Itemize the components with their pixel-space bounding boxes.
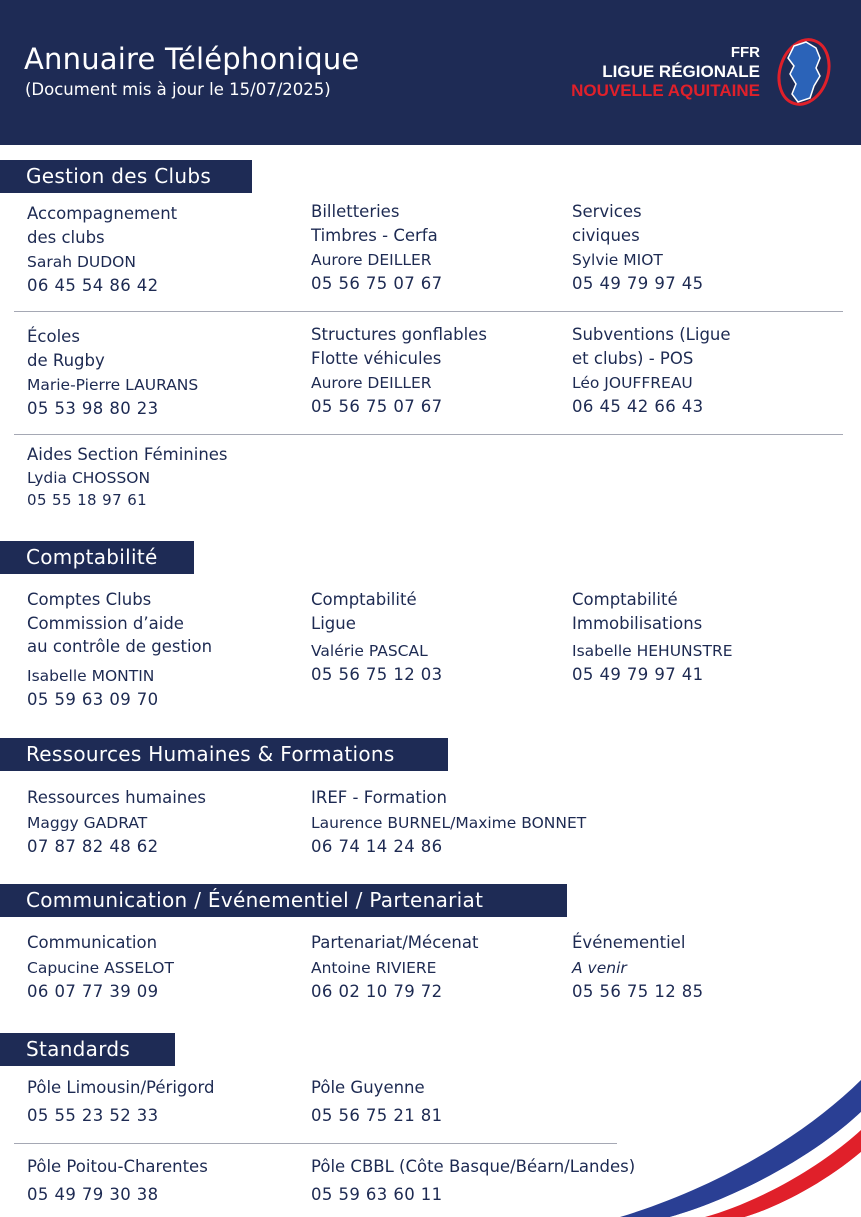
contact-name: Isabelle HEHUNSTRE bbox=[572, 642, 733, 660]
section-heading-rh: Ressources Humaines & Formations bbox=[0, 738, 448, 771]
contact-iref bbox=[311, 786, 586, 858]
contact-name: Laurence BURNEL/Maxime BONNET bbox=[311, 813, 587, 832]
contact-phone[interactable]: 05 56 75 07 67 bbox=[311, 274, 443, 293]
contact-role: Flotte véhicules bbox=[311, 348, 442, 368]
contact-name: Isabelle MONTIN bbox=[27, 666, 155, 685]
contact-phone[interactable]: 05 59 63 09 70 bbox=[27, 689, 159, 709]
contact-phone[interactable]: 06 02 10 79 72 bbox=[311, 981, 443, 1001]
contact-phone[interactable]: 07 87 82 48 62 bbox=[27, 836, 159, 856]
contact-name: Sylvie MIOT bbox=[572, 251, 663, 269]
row-divider bbox=[14, 311, 843, 312]
contact-role: Événementiel bbox=[572, 933, 686, 952]
contact-role: Pôle CBBL (Côte Basque/Béarn/Landes) bbox=[311, 1157, 636, 1176]
page-header bbox=[0, 0, 861, 145]
tricolor-swoosh-icon bbox=[560, 1060, 861, 1217]
contact-role: Ressources humaines bbox=[27, 788, 206, 807]
page-subtitle: (Document mis à jour le 15/07/2025) bbox=[25, 80, 331, 99]
contact-role: Comptabilité bbox=[311, 590, 417, 609]
contact-name: Capucine ASSELOT bbox=[27, 958, 174, 977]
contact-name: Léo JOUFFREAU bbox=[572, 374, 693, 392]
contact-role: Partenariat/Mécenat bbox=[311, 933, 479, 952]
contact-ressources-humaines bbox=[27, 786, 206, 858]
contact-name: Marie-Pierre LAURANS bbox=[27, 376, 199, 394]
contact-pole-poitou bbox=[27, 1155, 208, 1206]
contact-phone[interactable]: 05 59 63 60 11 bbox=[311, 1184, 443, 1204]
contact-comptes-clubs bbox=[27, 588, 212, 711]
contact-role: Pôle Poitou-Charentes bbox=[27, 1157, 208, 1176]
contact-role: IREF - Formation bbox=[311, 788, 447, 807]
contact-phone[interactable]: 05 56 75 21 81 bbox=[311, 1105, 443, 1125]
contact-name: A venir bbox=[572, 958, 627, 977]
contact-phone[interactable]: 05 53 98 80 23 bbox=[27, 399, 159, 418]
contact-role: Comptes Clubs bbox=[27, 590, 152, 609]
contact-evenementiel bbox=[572, 931, 704, 1003]
contact-ecoles bbox=[27, 325, 198, 420]
contact-role: Pôle Guyenne bbox=[311, 1078, 425, 1097]
contact-phone[interactable]: 05 56 75 12 85 bbox=[572, 981, 704, 1001]
contact-role: Commission d’aide bbox=[27, 613, 184, 633]
contact-role: Immobilisations bbox=[572, 613, 703, 633]
logo-line-ligue: LIGUE RÉGIONALE bbox=[602, 62, 760, 81]
contact-name: Lydia CHOSSON bbox=[27, 468, 151, 487]
contact-phone[interactable]: 05 56 75 07 67 bbox=[311, 397, 443, 416]
contact-phone[interactable]: 05 56 75 12 03 bbox=[311, 665, 443, 684]
contact-partenariat bbox=[311, 931, 478, 1003]
contact-services-civiques bbox=[572, 200, 704, 295]
contact-accompagnement bbox=[27, 202, 177, 297]
contact-phone[interactable]: 05 55 18 97 61 bbox=[27, 490, 148, 509]
contact-name: Maggy GADRAT bbox=[27, 813, 148, 832]
contact-structures bbox=[311, 323, 487, 418]
contact-name: Antoine RIVIERE bbox=[311, 958, 437, 977]
contact-communication bbox=[27, 931, 174, 1003]
contact-phone[interactable]: 06 74 14 24 86 bbox=[311, 836, 443, 856]
contact-phone[interactable]: 06 45 54 86 42 bbox=[27, 276, 159, 295]
league-logo-text bbox=[571, 43, 760, 100]
contact-role: Écoles bbox=[27, 327, 80, 346]
contact-name: Valérie PASCAL bbox=[311, 642, 428, 660]
contact-role: au contrôle de gestion bbox=[27, 637, 213, 656]
contact-compta-ligue bbox=[311, 588, 443, 686]
row-divider bbox=[14, 434, 843, 435]
contact-role: Subventions (Ligue bbox=[572, 325, 731, 344]
contact-aides-feminines bbox=[27, 443, 228, 512]
contact-role: Timbres - Cerfa bbox=[311, 225, 438, 245]
contact-role: Billetteries bbox=[311, 202, 400, 221]
row-divider bbox=[14, 1143, 617, 1144]
contact-billetteries bbox=[311, 200, 443, 295]
page-title: Annuaire Téléphonique bbox=[24, 42, 360, 76]
contact-compta-immo bbox=[572, 588, 733, 686]
contact-phone[interactable]: 05 49 79 97 45 bbox=[572, 274, 704, 293]
contact-role: Communication bbox=[27, 933, 158, 952]
contact-phone[interactable]: 05 55 23 52 33 bbox=[27, 1105, 159, 1125]
section-heading-communication: Communication / Événementiel / Partenariat bbox=[0, 884, 567, 917]
contact-role: Structures gonflables bbox=[311, 325, 487, 344]
contact-name: Sarah DUDON bbox=[27, 253, 136, 271]
contact-role: Accompagnement bbox=[27, 204, 178, 223]
contact-role: des clubs bbox=[27, 227, 105, 247]
contact-role: Aides Section Féminines bbox=[27, 445, 228, 464]
contact-name: Aurore DEILLER bbox=[311, 251, 432, 269]
contact-role: de Rugby bbox=[27, 350, 105, 370]
contact-phone[interactable]: 06 07 77 39 09 bbox=[27, 981, 159, 1001]
contact-role: civiques bbox=[572, 225, 640, 245]
logo-line-region: NOUVELLE AQUITAINE bbox=[571, 81, 760, 100]
contact-role: Ligue bbox=[311, 613, 356, 633]
contact-role: Services bbox=[572, 202, 642, 221]
contact-role: Pôle Limousin/Périgord bbox=[27, 1078, 215, 1097]
section-heading-gestion: Gestion des Clubs bbox=[0, 160, 252, 193]
contact-name: Aurore DEILLER bbox=[311, 374, 432, 392]
section-heading-comptabilite: Comptabilité bbox=[0, 541, 194, 574]
contact-phone[interactable]: 06 45 42 66 43 bbox=[572, 397, 704, 416]
contact-role: et clubs) - POS bbox=[572, 348, 694, 368]
logo-line-ffr: FFR bbox=[730, 44, 760, 61]
section-heading-standards: Standards bbox=[0, 1033, 175, 1066]
contact-phone[interactable]: 05 49 79 97 41 bbox=[572, 665, 704, 684]
region-map-logo-icon bbox=[776, 36, 832, 108]
contact-role: Comptabilité bbox=[572, 590, 678, 609]
contact-pole-limousin bbox=[27, 1076, 214, 1127]
contact-subventions bbox=[572, 323, 731, 418]
contact-phone[interactable]: 05 49 79 30 38 bbox=[27, 1184, 159, 1204]
contact-pole-guyenne bbox=[311, 1076, 443, 1127]
